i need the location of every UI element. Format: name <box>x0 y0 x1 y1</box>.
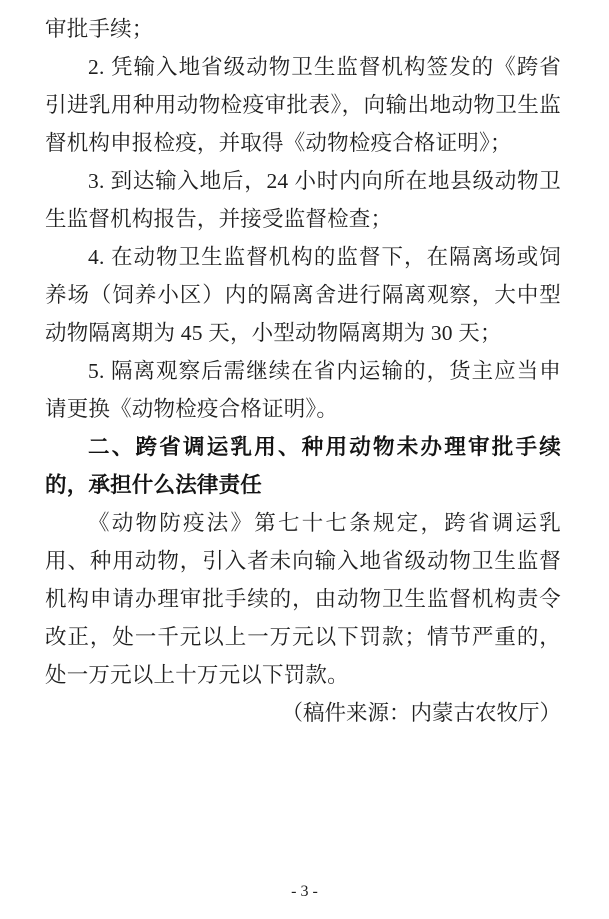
section-heading: 二、跨省调运乳用、种用动物未办理审批手续的，承担什么法律责任 <box>45 435 561 497</box>
paragraph-step-4: 4. 在动物卫生监督机构的监督下，在隔离场或饲养场（饲养小区）内的隔离舍进行隔离观察，大中型动物隔离期为 45 天，小型动物隔离期为 30 天； <box>45 245 561 345</box>
paragraph-step-5: 5. 隔离观察后需继续在省内运输的，货主应当申请更换《动物检疫合格证明》。 <box>45 359 561 421</box>
paragraph-step-2: 2. 凭输入地省级动物卫生监督机构签发的《跨省引进乳用种用动物检疫审批表》，向输出地动物卫生监督机构申报检疫，并取得《动物检疫合格证明》； <box>45 55 561 155</box>
page-number: - 3 - <box>291 883 318 900</box>
paragraph-legal-liability: 《动物防疫法》第七十七条规定，跨省调运乳用、种用动物，引入者未向输入地省级动物卫生监督机构申请办理审批手续的，由动物卫生监督机构责令改正，处一千元以上一万元以下罚款；情节严重的，处一万元以上十万元以下罚款。 <box>45 511 561 687</box>
source-attribution: （稿件来源：内蒙古农牧厅） <box>281 701 561 725</box>
paragraph-step-3: 3. 到达输入地后，24 小时内向所在地县级动物卫生监督机构报告，并接受监督检查； <box>45 169 561 231</box>
document-content <box>45 10 561 732</box>
paragraph-continuation: 审批手续； <box>45 17 154 41</box>
